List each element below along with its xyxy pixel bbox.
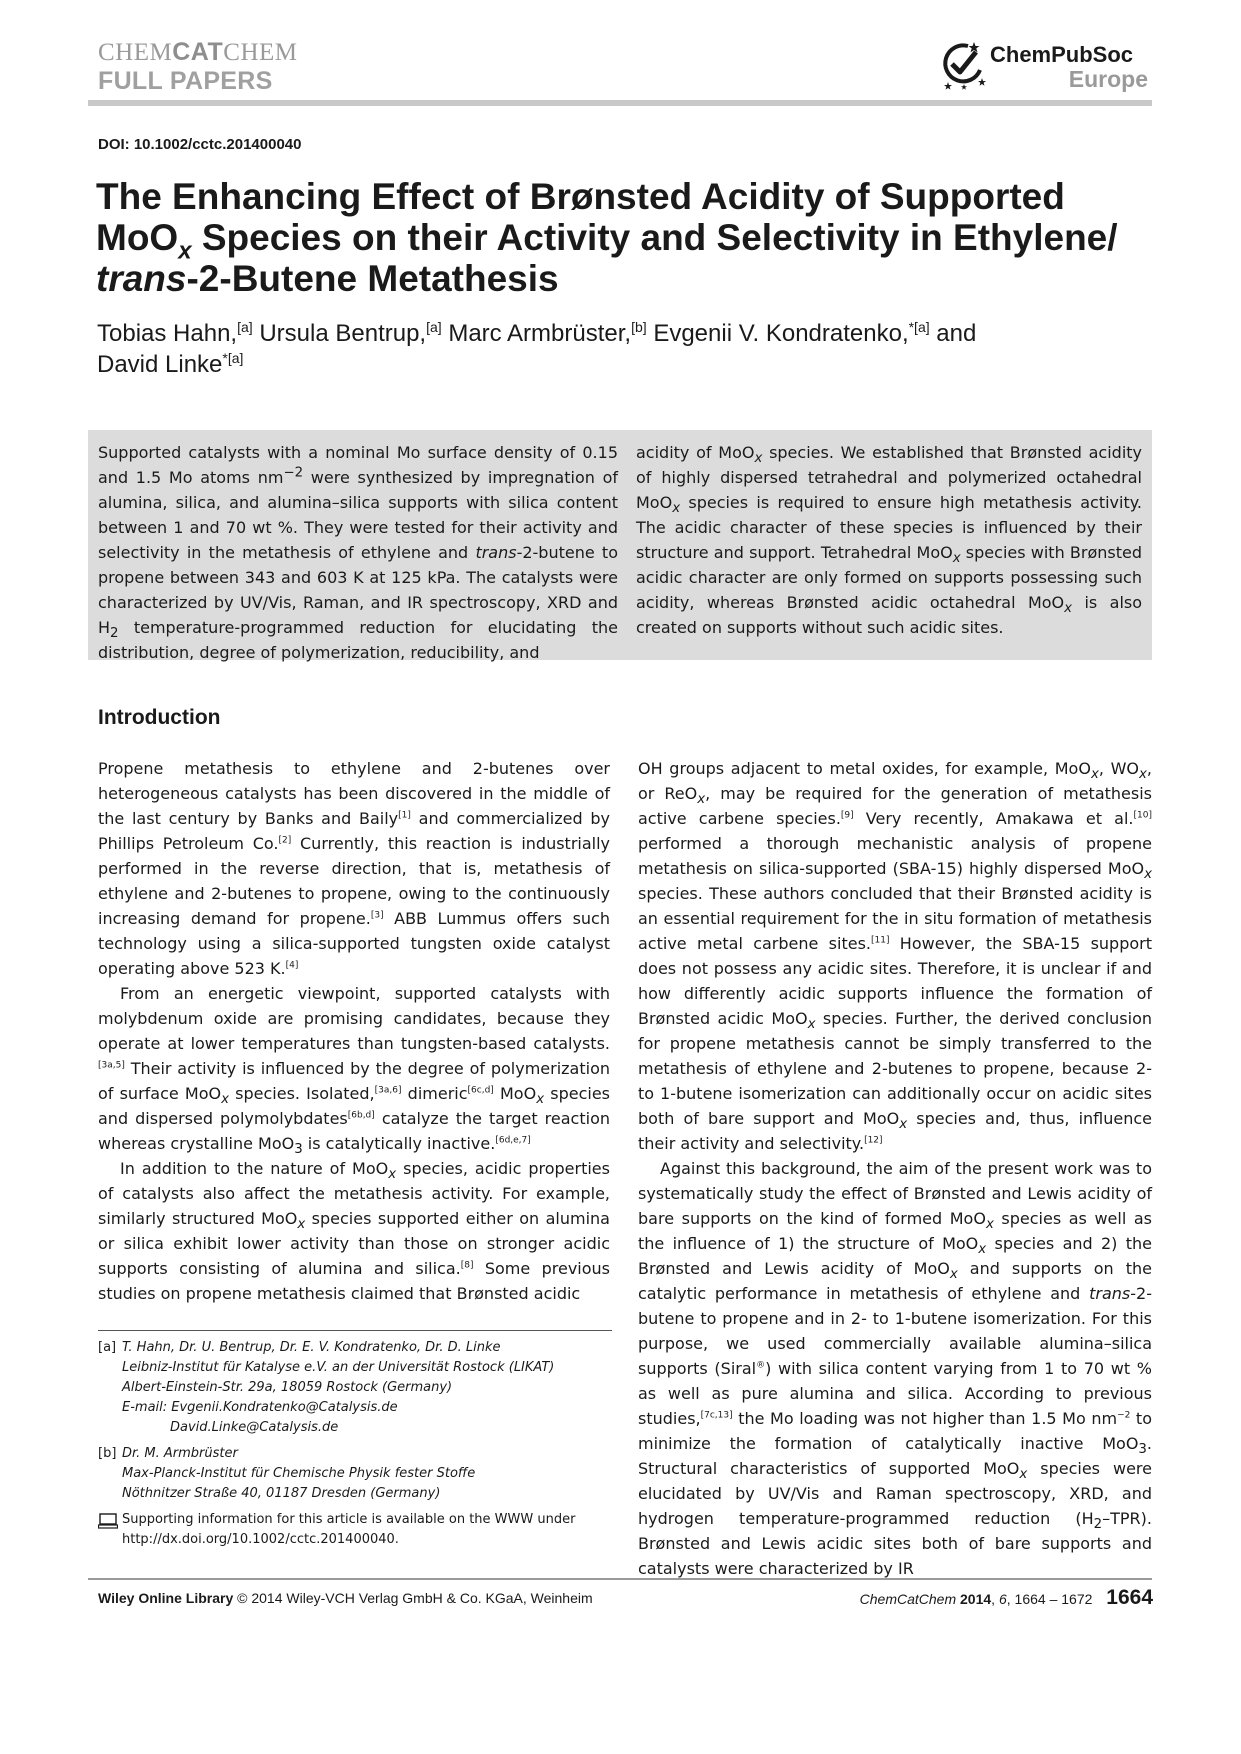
body-column-right [638, 756, 1152, 1581]
publisher-logo [938, 38, 1148, 96]
footnote-divider [98, 1330, 612, 1331]
affiliation-b: [b] Dr. M. Armbrüster Max-Planck-Institut für Chemische Physik fester Stoffe Nöthnitzer Straße 40, 01187 Dresden (Germany) [98, 1446, 476, 1501]
body-column-left [98, 756, 610, 1306]
chempubsoc-emblem-icon [938, 40, 986, 90]
page-number: 1664 [1106, 1586, 1153, 1609]
paragraph: In addition to the nature of MoO$_x$ species, acidic properties of catalysts also affect the metathesis activity. For example, similarly structured MoO$_x$ species supported either on alumina or silica exhibit lower activity than those on stronger acidic supports consisting of alumina and silica.[8] Some previous studies on propene metathesis claimed that Brønsted acidic [98, 1159, 611, 1303]
paragraph: Propene metathesis to ethylene and 2-butenes over heterogeneous catalysts has been discovered in the middle of the last century by Banks and Baily[1] and commercialized by Phillips Petroleum Co.[2] Currently, this reaction is industrially performed in the reverse direction, that is, metathesis of ethylene and 2-butenes to propene, owing to the continuously increasing demand for propene.[3] ABB Lummus offers such technology using a silica-supported tungsten oxide catalyst operating above 523 K.[4] [98, 759, 611, 978]
doi: DOI: 10.1002/cctc.201400040 [98, 136, 302, 153]
footer-divider [88, 1578, 1152, 1580]
supporting-info-link[interactable]: http://dx.doi.org/10.1002/cctc.201400040. [122, 1532, 399, 1547]
journal-masthead [98, 38, 438, 95]
abstract [88, 430, 1152, 660]
author: Marc Armbrüster, [448, 320, 632, 347]
publisher-region: Europe [1068, 66, 1148, 92]
supporting-info-note: Supporting information for this article is available on the WWW under http://dx.doi.org/10.1002/cctc.201400040. [98, 1510, 618, 1550]
wiley-library-link[interactable]: Wiley Online Library [98, 1590, 234, 1606]
header-divider [88, 100, 1152, 106]
email-link[interactable]: David.Linke@Catalysis.de [170, 1420, 339, 1435]
paragraph: OH groups adjacent to metal oxides, for example, MoO$_x$, $WO_x$, or ReO$_x$, may be required for the generation of metathesis active carbene species.[9] Very recently, Amakawa et al.[10] performed a thorough mechanistic analysis of propene metathesis on silica-supported (SBA-15) highly dispersed MoO$_x$ species. These authors concluded that their Brønsted acidity is an essential requirement for the in situ formation of metathesis active metal carbene sites.[11] However, the SBA-15 support does not possess any acidic sites. Therefore, it is unclear if and how differently acidic supports influence the formation of Brønsted acidic MoO$_x$ species. Further, the derived conclusion for propene metathesis cannot be simply transferred to the metathesis of ethylene and 2-butenes to propene, because 2- to 1-butene isomerization can additionally occur on acidic sites both of bare support and MoO$_x$ species and, thus, influence their activity and selectivity.[12] [638, 759, 1153, 1153]
paragraph: Against this background, the aim of the present work was to systematically study the effect of Brønsted and Lewis acidity of bare supports on the kind of formed MoO$_x$ species as well as the influence of 1) the structure of MoO$_x$ species and 2) the Brønsted and Lewis acidity of MoO$_x$ and supports on the catalytic performance in metathesis of ethylene and trans-2-butene to propene and in 2- to 1-butene isomerization. For this purpose, we used commercially available alumina–silica supports (Siral®) with silica content varying from 1 to 70 wt % as well as pure alumina and silica. According to previous studies,[7c,13] the Mo loading was not higher than 1.5 Mo $nm^{-2}$ to minimize the formation of catalytically inactive MoO$_3$. Structural characteristics of supported MoO$_x$ species were elucidated by UV/Vis and Raman spectroscopy, XRD, and hydrogen temperature-programmed reduction $(H_2-TPR)$. Brønsted and Lewis acidic sites both of bare supports and catalysts were characterized by IR [638, 1159, 1153, 1578]
author: Ursula Bentrup, [259, 320, 427, 347]
email-link[interactable]: E-mail: Evgenii.Kondratenko@Catalysis.de [122, 1400, 398, 1415]
article-title: The Enhancing Effect of Brønsted Acidity of Supported MoO$_x$ Species on their Activity and Selectivity in Ethylene/ trans-2-Butene Metathesis [96, 176, 1118, 299]
footer-citation: ChemCatChem 2014, 6, 1664 – 1672 1664 [859, 1586, 1153, 1609]
author: David Linke [97, 351, 223, 378]
affiliation-a: [a] T. Hahn, Dr. U. Bentrup, Dr. E. V. Kondratenko, Dr. D. Linke Leibniz-Institut für Katalyse e.V. an der Universität Rostock (LIKAT) Albert-Einstein-Str. 29a, 18059 Rostock (Germany) E-mail: Evgenii.Kondratenko@Catalysis.de David.Linke@Catalysis.de [98, 1338, 618, 1438]
footnotes [98, 1338, 618, 1550]
section-heading: Introduction [98, 706, 221, 729]
journal-name: CHEMCATCHEM [98, 38, 298, 66]
author-list: Tobias Hahn,[a] Ursula Bentrup,[a] Marc Armbrüster,[b] Evgenii V. Kondratenko,$^{*[a]}$ and David Linke$^{*[a]}$ [97, 319, 977, 378]
footer-copyright: Wiley Online Library © 2014 Wiley-VCH Verlag GmbH & Co. KGaA, Weinheim [98, 1590, 593, 1606]
publisher-name: ChemPubSoc [990, 42, 1134, 67]
author: Tobias Hahn, [97, 320, 238, 347]
paragraph: From an energetic viewpoint, supported catalysts with molybdenum oxide are promising candidates, because they operate at lower temperatures than tungsten-based catalysts.[3a,5] Their activity is influenced by the degree of polymerization of surface MoO$_x$ species. Isolated,[3a,6] dimeric[6c,d] MoO$_x$ species and dispersed polymolybdates[6b,d] catalyze the target reaction whereas crystalline MoO$_3$ is catalytically inactive.[6d,e,7] [98, 984, 611, 1158]
abstract-column-left: Supported catalysts with a nominal Mo surface density of 0.15 and 1.5 Mo atoms $nm^{-2}$ were synthesized by impregnation of alumina, silica, and alumina–silica supports with silica content between 1 and 70 wt %. They were tested for their activity and selectivity in the metathesis of ethylene and trans-2-butene to propene between 343 and 603 K at 125 kPa. The catalysts were characterized by UV/Vis, Raman, and IR spectroscopy, XRD and $H_2$ temperature-programmed reduction for elucidating the distribution, degree of polymerization, reducibility, and [98, 443, 618, 662]
computer-icon [98, 1513, 118, 1529]
section-label: FULL PAPERS [98, 67, 273, 95]
abstract-column-right: acidity of MoO$_x$ species. We established that Brønsted acidity of highly dispersed tetrahedral and polymerized octahedral MoO$_x$ species is required to ensure high metathesis activity. The acidic character of these species is influenced by their structure and support. Tetrahedral MoO$_x$ species with Brønsted acidic character are only formed on supports possessing such acidity, whereas Brønsted acidic octahedral MoO$_x$ is also created on supports without such acidic sites. [636, 443, 1143, 637]
author: Evgenii V. Kondratenko, [653, 320, 909, 347]
